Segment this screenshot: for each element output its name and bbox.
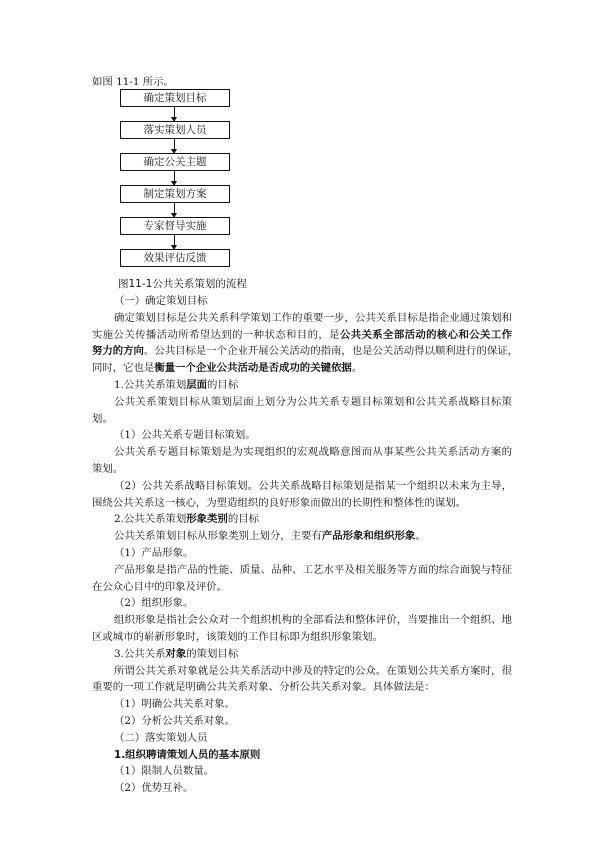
flow-step-2: 落实策划人员 xyxy=(120,121,230,139)
text-span: （2）公共关系战略目标策划。公共关系战略目标策划是指某一个组织以未来为主导， xyxy=(114,479,512,492)
bold-text: 层面 xyxy=(186,378,208,391)
text-line xyxy=(92,343,519,360)
text-line xyxy=(92,495,512,512)
text-span: （2）组织形象。 xyxy=(114,597,194,610)
text-span: 。 xyxy=(351,362,363,375)
flow-step-5: 专家督导实施 xyxy=(120,217,230,235)
flow-step-1: 确定策划目标 xyxy=(120,89,230,107)
text-span: 同时，它也是 xyxy=(92,362,155,375)
bold-text: 公共关系全部活动的核心和公关工作 xyxy=(339,328,512,341)
text-span: （1）限制人员数量。 xyxy=(114,765,215,778)
text-line xyxy=(92,411,512,428)
text-line xyxy=(92,679,512,696)
text-line xyxy=(92,663,512,680)
text-span: （1）公共关系专题目标策划。 xyxy=(114,429,256,442)
flow-step-6: 效果评估反馈 xyxy=(120,249,230,267)
text-span: 策划。 xyxy=(92,462,124,475)
text-span: 所谓公共关系对象就是公共关系活动中涉及的特定的公众。在策划公共关系方案时，很 xyxy=(114,664,512,677)
text-line xyxy=(92,763,512,780)
text-line xyxy=(92,427,512,444)
text-line xyxy=(92,612,512,629)
text-span: 公共关系专题目标策划是为实现组织的宏观战略意图而从事某些公共关系活动方案的 xyxy=(114,446,512,459)
text-span: 组织形象是指社会公众对一个组织机构的全部看法和整体评价，当要推出一个组织、地 xyxy=(114,614,512,627)
text-span: （一）确定策划目标 xyxy=(114,295,208,307)
text-span: 3.公共关系 xyxy=(114,647,166,660)
text-span: 划。 xyxy=(92,412,113,425)
text-span: （1）产品形象。 xyxy=(114,546,194,559)
bold-text: 衡量一个企业公共活动是否成功的关键依据 xyxy=(154,362,352,375)
text-span: 。公共目标是一个企业开展公关活动的指南，也是公关活动得以顺利进行的保证， xyxy=(143,345,519,358)
text-span: 。 xyxy=(415,530,426,543)
text-line xyxy=(92,730,512,747)
text-span: 产品形象是指产品的性能、质量、品种、工艺水平及相关服务等方面的综合面貌与特征 xyxy=(114,563,512,576)
flow-arrow-down-icon xyxy=(174,203,175,217)
body-text xyxy=(92,293,519,797)
bold-text: 对象 xyxy=(165,647,187,660)
bold-text: 产品形象和组织形象 xyxy=(321,530,416,543)
flow-arrow-down-icon xyxy=(174,235,175,249)
text-span: 公共关系策划目标从策划层面上划分为公共关系专题目标策划和公共关系战略目标策 xyxy=(114,395,512,408)
bold-text: 努力的方向 xyxy=(92,345,144,358)
intro-text: 如图 11-1 所示。 xyxy=(92,76,174,88)
text-span: 的目标 xyxy=(227,513,259,526)
text-span: 的策划目标 xyxy=(186,647,239,660)
text-line xyxy=(92,562,512,579)
text-span: 确定策划目标是公共关系科学策划工作的重要一步，公共关系目标是指企业通过策划和 xyxy=(114,311,512,324)
text-span: 的目标 xyxy=(207,378,239,391)
text-line xyxy=(92,394,512,411)
text-span: 围绕公共关系这一核心，为塑造组织的良好形象而做出的长期性和整体性的谋划。 xyxy=(92,496,467,509)
text-span: 公共关系策划目标从形象类别上划分，主要有 xyxy=(114,530,322,543)
bold-text: 1.组织聘请策划人员的基本原则 xyxy=(114,748,261,761)
text-line xyxy=(92,696,512,713)
text-span: 重要的一项工作就是明确公共关系对象、分析公共关系对象。具体做法是： xyxy=(92,681,435,694)
text-line xyxy=(92,511,512,528)
text-span: （二）落实策划人员 xyxy=(114,731,208,744)
text-line xyxy=(92,579,512,596)
text-line xyxy=(92,310,512,327)
text-line xyxy=(92,461,512,478)
text-line xyxy=(92,377,512,394)
text-span: 1.公共关系策划 xyxy=(114,378,187,391)
text-line xyxy=(92,629,512,646)
flow-arrow-down-icon xyxy=(174,171,175,185)
flow-arrow-down-icon xyxy=(174,139,175,153)
text-line xyxy=(92,747,512,764)
text-line xyxy=(92,595,512,612)
text-span: 2.公共关系策划 xyxy=(114,513,187,526)
flow-step-3: 确定公关主题 xyxy=(120,153,230,171)
text-span: 区或城市的崭新形象时，该策划的工作目标即为组织形象策划。 xyxy=(92,630,383,643)
text-line xyxy=(92,713,512,730)
text-span: （2）分析公共关系对象。 xyxy=(114,714,235,727)
text-line xyxy=(92,646,512,663)
text-line xyxy=(92,528,512,545)
text-line xyxy=(92,293,512,310)
text-span: （2）优势互补。 xyxy=(114,782,194,795)
text-line xyxy=(92,780,512,797)
text-span: 在公众心目中的印象及评价。 xyxy=(92,580,228,593)
text-line xyxy=(92,360,512,377)
bold-text: 形象类别 xyxy=(186,513,228,526)
text-line xyxy=(92,444,512,461)
flow-step-4: 制定策划方案 xyxy=(120,185,230,203)
text-span: 实施公关传播活动所希望达到的一种状态和目的，是 xyxy=(92,328,340,341)
text-span: （1）明确公共关系对象。 xyxy=(114,698,235,711)
text-line xyxy=(92,327,512,344)
text-line xyxy=(92,478,512,495)
flow-arrow-down-icon xyxy=(174,107,175,121)
figure-caption: 图11-1公共关系策划的流程 xyxy=(118,278,247,290)
text-line xyxy=(92,545,512,562)
